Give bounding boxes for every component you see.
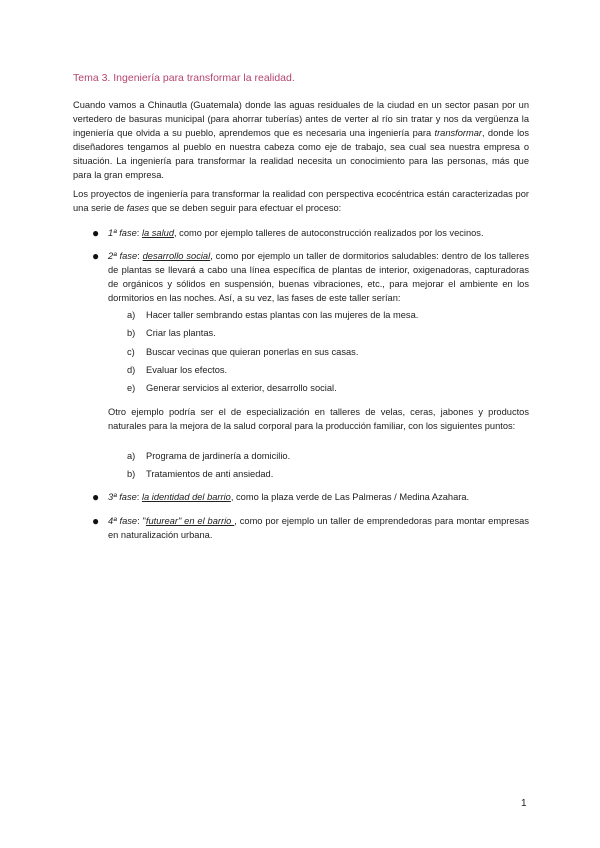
phase-topic: futurear" en el barrio	[145, 516, 235, 526]
step-label: b)	[127, 328, 136, 338]
step-text: Programa de jardinería a domicilio.	[146, 451, 291, 461]
phase-description: , como la plaza verde de Las Palmeras / Medina Azahara.	[230, 492, 470, 502]
step-label: a)	[127, 310, 136, 320]
step-text: Generar servicios al exterior, desarrollo social.	[146, 383, 337, 393]
bullet-icon: ●	[92, 249, 100, 263]
phase-label: 3ª fase	[108, 492, 137, 502]
phase-2-item	[108, 249, 529, 305]
step-label: e)	[127, 383, 136, 393]
step-label: c)	[127, 347, 135, 357]
step-text: Buscar vecinas que quieran ponerlas en sus casas.	[146, 347, 359, 357]
page-title: Tema 3. Ingeniería para transformar la realidad.	[73, 72, 295, 84]
phase-label: 1ª fase	[108, 228, 137, 238]
intro-italic: transformar	[434, 128, 483, 138]
phase-separator: :	[136, 492, 142, 502]
step-label: a)	[127, 451, 136, 461]
step-text: Criar las plantas.	[146, 328, 216, 338]
bullet-icon: ●	[92, 226, 100, 240]
step-text: Evaluar los efectos.	[146, 365, 228, 375]
phase-4-item	[108, 514, 529, 542]
step-label: b)	[127, 469, 136, 479]
phase-3-item	[108, 490, 529, 504]
phase-label: 2ª fase	[108, 251, 138, 261]
intro-text-2: , donde los diseñadores tengamos al pueblo en nuestra cabeza como eje de trabajo, sea cual sea nuestra empresa o situación. La ingeniería para transformar la realidad necesita un conocimiento para las personas, más que para la gran empresa.	[73, 128, 529, 180]
projects-text-1: Los proyectos de ingeniería para transformar la realidad con perspectiva ecocéntrica están caracterizadas por una serie de	[73, 189, 529, 213]
page-number: 1	[521, 798, 527, 809]
phase-label: 4ª fase	[108, 516, 138, 526]
step-text: Tratamientos de anti ansiedad.	[146, 469, 274, 479]
intro-text-1: Cuando vamos a Chinautla (Guatemala) donde las aguas residuales de la ciudad en un sector pasan por un vertedero de basuras municipal (para ahorrar tuberías) antes de verter al río sin tratar y nos da vergüenza la ingeniería que olvida a su pueblo, aprendemos que es necesaria una ingeniería para	[73, 100, 529, 138]
phase-separator: :	[136, 228, 142, 238]
phase-topic: desarrollo social	[142, 251, 211, 261]
projects-italic: fases	[126, 203, 149, 213]
projects-text-2: que se deben seguir para efectuar el proceso:	[149, 203, 342, 213]
phase-1-item	[108, 226, 529, 240]
step-label: d)	[127, 365, 136, 375]
bullet-icon: ●	[92, 490, 100, 504]
phase-description: , como por ejemplo un taller de emprendedoras para montar empresas en naturalización urbana.	[108, 516, 529, 540]
phase-separator: : "	[137, 516, 146, 526]
phase-topic: la salud	[141, 228, 174, 238]
intro-paragraph	[73, 98, 529, 182]
other-example-paragraph: Otro ejemplo podría ser el de especialización en talleres de velas, ceras, jabones y productos naturales para la mejora de la salud corporal para la producción familiar, con los siguientes puntos:	[108, 407, 529, 431]
phase-description: , como por ejemplo un taller de dormitorios saludables: dentro de los talleres de plantas se llevará a cabo una línea específica de plantas de interior, oxigenadoras, capturadoras de orgánicos y sólidos en suspensión, buenas vibraciones, etc., para mejorar el ambiente en los dormitorios en las noches. Así, a su vez, las fases de este taller serían:	[108, 251, 529, 303]
projects-paragraph	[73, 187, 529, 215]
step-text: Hacer taller sembrando estas plantas con las mujeres de la mesa.	[146, 310, 419, 320]
bullet-icon: ●	[92, 514, 100, 528]
phase-separator: :	[137, 251, 143, 261]
phase-description: , como por ejemplo talleres de autoconstrucción realizados por los vecinos.	[174, 228, 484, 238]
phase-topic: la identidad del barrio	[141, 492, 231, 502]
